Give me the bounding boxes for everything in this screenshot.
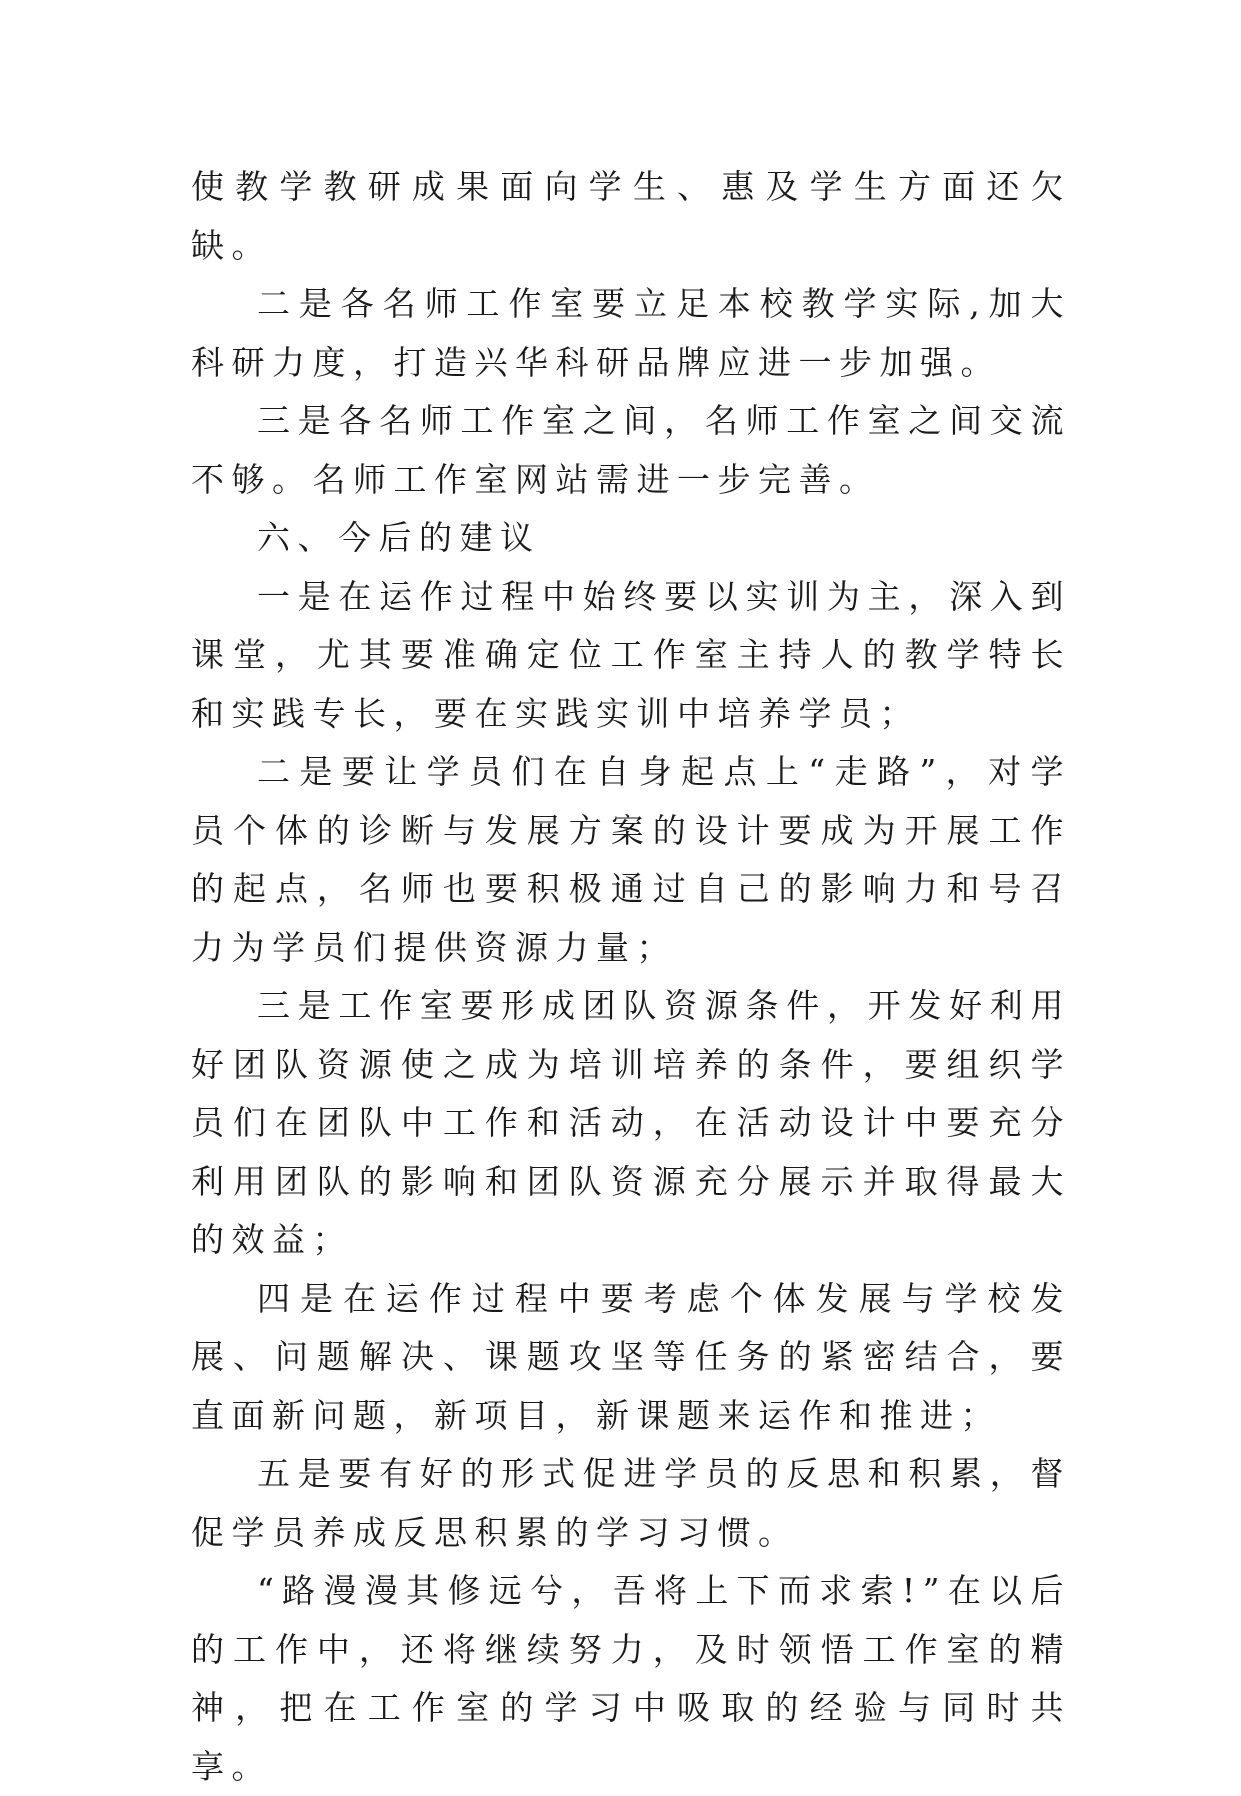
paragraph: 使教学教研成果面向学生、惠及学生方面还欠缺。 — [191, 167, 1071, 265]
paragraph: “路漫漫其修远兮，吾将上下而求索!”在以后的工作中，还将继续努力，及时领悟工作室的精神，把在工作室的学习中吸取的经验与同时共享。 — [191, 1571, 1071, 1786]
paragraph: 三是各名师工作室之间，名师工作室之间交流不够。名师工作室网站需进一步完善。 — [191, 401, 1071, 499]
paragraph: 二是要让学员们在自身起点上“走路”，对学员个体的诊断与发展方案的设计要成为开展工作的起点，名师也要积极通过自己的影响力和号召力为学员们提供资源力量； — [191, 752, 1071, 967]
paragraph: 三是工作室要形成团队资源条件，开发好利用好团队资源使之成为培训培养的条件，要组织学员们在团队中工作和活动，在活动设计中要充分利用团队的影响和团队资源充分展示并取得最大的效益； — [191, 986, 1071, 1259]
paragraph: 一是在运作过程中始终要以实训为主，深入到课堂，尤其要准确定位工作室主持人的教学特长和实践专长，要在实践实训中培养学员； — [191, 576, 1071, 733]
document-body — [191, 158, 1071, 1796]
paragraph: 五是要有好的形式促进学员的反思和积累，督促学员养成反思积累的学习习惯。 — [191, 1454, 1071, 1552]
paragraph: 四是在运作过程中要考虑个体发展与学校发展、问题解决、课题攻坚等任务的紧密结合，要直面新问题，新项目，新课题来运作和推进； — [191, 1278, 1071, 1435]
paragraph: 二是各名师工作室要立足本校教学实际,加大科研力度，打造兴华科研品牌应进一步加强。 — [191, 284, 1071, 382]
section-heading: 六、今后的建议 — [257, 518, 541, 557]
